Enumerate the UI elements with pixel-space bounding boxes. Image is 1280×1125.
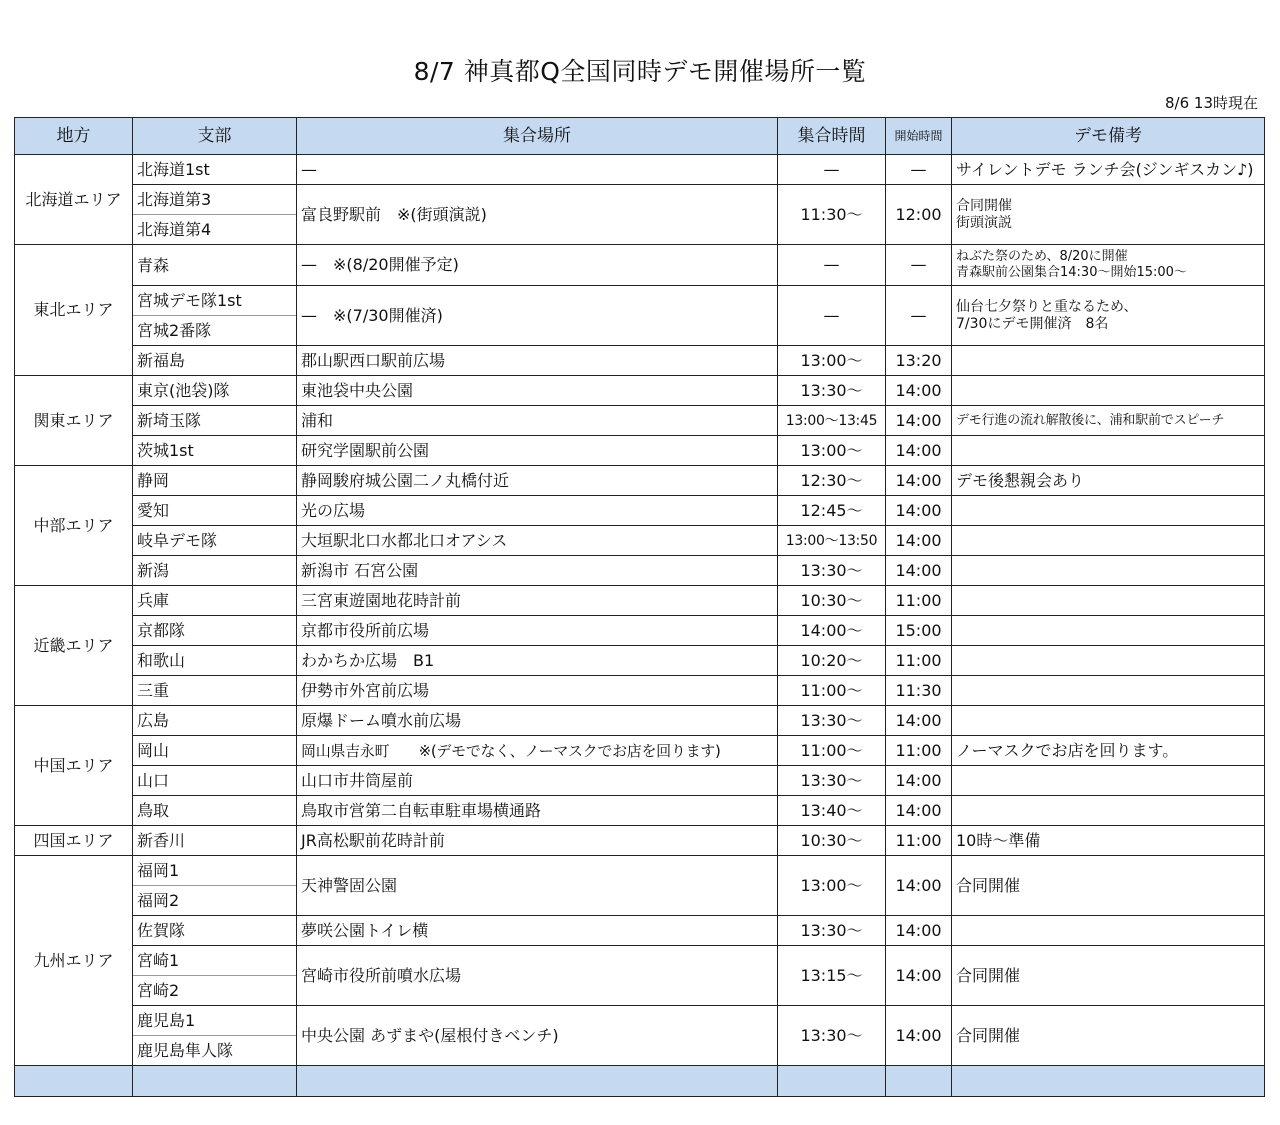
gather-time-cell: 12:30〜 <box>778 466 886 496</box>
start-time-cell: 14:00 <box>886 706 952 736</box>
branch-name: 宮崎1 <box>133 946 296 976</box>
start-time-cell: 14:00 <box>886 406 952 436</box>
branch-cell <box>133 406 297 436</box>
location-cell: 光の広場 <box>297 496 778 526</box>
location-cell: 原爆ドーム噴水前広場 <box>297 706 778 736</box>
note-cell: デモ行進の流れ解散後に、浦和駅前でスピーチ <box>952 406 1265 436</box>
table-row <box>15 736 1265 766</box>
start-time-cell: 11:00 <box>886 826 952 856</box>
note-cell <box>952 676 1265 706</box>
start-time-cell: 14:00 <box>886 946 952 1006</box>
branch-cell <box>133 376 297 406</box>
branch-name: 福岡1 <box>133 856 296 886</box>
location-cell: 浦和 <box>297 406 778 436</box>
location-cell: 三宮東遊園地花時計前 <box>297 586 778 616</box>
region-cell: 四国エリア <box>15 826 133 856</box>
branch-name: 北海道1st <box>137 160 210 179</box>
gather-time-cell: — <box>778 245 886 286</box>
table-row <box>15 1006 1265 1066</box>
gather-time-cell: 11:00〜 <box>778 676 886 706</box>
table-row <box>15 646 1265 676</box>
note-cell <box>952 496 1265 526</box>
start-time-cell: 14:00 <box>886 376 952 406</box>
branch-cell <box>133 496 297 526</box>
branch-name: 北海道第3 <box>133 185 296 215</box>
branch-name: 三重 <box>137 681 170 700</box>
branch-cell <box>133 646 297 676</box>
location-cell: 東池袋中央公園 <box>297 376 778 406</box>
note-cell <box>952 796 1265 826</box>
branch-name: 鹿児島隼人隊 <box>137 1041 234 1060</box>
gather-time-cell: 13:00〜13:50 <box>778 526 886 556</box>
location-cell: 富良野駅前 ※(街頭演説) <box>297 185 778 245</box>
location-cell: 郡山駅西口駅前広場 <box>297 346 778 376</box>
branch-name: 和歌山 <box>137 651 186 670</box>
table-row <box>15 766 1265 796</box>
branch-name: 岡山 <box>137 741 170 760</box>
branch-cell <box>133 185 297 245</box>
table-row <box>15 916 1265 946</box>
footer-cell <box>297 1066 778 1097</box>
start-time-cell: 15:00 <box>886 616 952 646</box>
branch-name: 岐阜デモ隊 <box>137 531 218 550</box>
note-cell <box>952 706 1265 736</box>
gather-time-cell: — <box>778 155 886 185</box>
table-row <box>15 586 1265 616</box>
table-row <box>15 826 1265 856</box>
note-line: 青森駅前公園集合14:30〜開始15:00〜 <box>956 265 1187 280</box>
start-time-cell: 13:20 <box>886 346 952 376</box>
table-row <box>15 436 1265 466</box>
branch-name: 新埼玉隊 <box>137 411 202 430</box>
note-line: 7/30にデモ開催済 8名 <box>956 315 1109 332</box>
branch-name: 広島 <box>137 711 170 730</box>
location-cell: 夢咲公園トイレ横 <box>297 916 778 946</box>
branch-cell <box>133 466 297 496</box>
table-header-row <box>15 118 1265 155</box>
branch-name: 新潟 <box>137 561 170 580</box>
branch-name: 山口 <box>137 771 170 790</box>
table-row <box>15 556 1265 586</box>
header-location: 集合場所 <box>297 118 778 155</box>
gather-time-cell: 13:30〜 <box>778 556 886 586</box>
table-footer-row <box>15 1066 1265 1097</box>
location-cell: 新潟市 石宮公園 <box>297 556 778 586</box>
branch-cell <box>133 526 297 556</box>
branch-cell <box>133 586 297 616</box>
gather-time-cell: — <box>778 286 886 346</box>
gather-time-cell: 13:30〜 <box>778 1006 886 1066</box>
gather-time-cell: 13:00〜 <box>778 856 886 916</box>
table-row <box>15 676 1265 706</box>
branch-cell <box>133 245 297 286</box>
note-cell <box>952 526 1265 556</box>
note-cell <box>952 185 1265 245</box>
region-cell: 関東エリア <box>15 376 133 466</box>
location-cell: 天神警固公園 <box>297 856 778 916</box>
location-cell: 山口市井筒屋前 <box>297 766 778 796</box>
note-cell: 合同開催 <box>952 1006 1265 1066</box>
branch-name: 静岡 <box>137 471 170 490</box>
note-cell <box>952 646 1265 676</box>
start-time-cell: 14:00 <box>886 496 952 526</box>
table-row <box>15 346 1265 376</box>
table-row <box>15 245 1265 286</box>
branch-name: 京都隊 <box>137 621 186 640</box>
location-cell: 伊勢市外宮前広場 <box>297 676 778 706</box>
gather-time-cell: 13:30〜 <box>778 706 886 736</box>
note-cell: デモ後懇親会あり <box>952 466 1265 496</box>
footer-cell <box>778 1066 886 1097</box>
gather-time-cell: 13:40〜 <box>778 796 886 826</box>
branch-cell <box>133 616 297 646</box>
start-time-cell: 14:00 <box>886 856 952 916</box>
branch-name: 青森 <box>137 255 170 275</box>
start-time-cell: 14:00 <box>886 526 952 556</box>
location-cell: 鳥取市営第二自転車駐車場横通路 <box>297 796 778 826</box>
location-cell: 京都市役所前広場 <box>297 616 778 646</box>
region-cell: 中国エリア <box>15 706 133 826</box>
start-time-cell: 12:00 <box>886 185 952 245</box>
start-time-cell: — <box>886 245 952 286</box>
start-time-cell: 11:00 <box>886 646 952 676</box>
branch-name: 佐賀隊 <box>137 921 186 940</box>
branch-cell <box>133 556 297 586</box>
gather-time-cell: 10:20〜 <box>778 646 886 676</box>
note-cell: 合同開催 <box>952 856 1265 916</box>
start-time-cell: — <box>886 286 952 346</box>
location-cell: — ※(7/30開催済) <box>297 286 778 346</box>
region-cell: 東北エリア <box>15 245 133 376</box>
note-cell: 10時〜準備 <box>952 826 1265 856</box>
start-time-cell: 14:00 <box>886 1006 952 1066</box>
region-cell: 中部エリア <box>15 466 133 586</box>
branch-cell <box>133 436 297 466</box>
gather-time-cell: 12:45〜 <box>778 496 886 526</box>
branch-name: 茨城1st <box>137 441 194 460</box>
table-row <box>15 706 1265 736</box>
gather-time-cell: 13:30〜 <box>778 916 886 946</box>
header-notes: デモ備考 <box>952 118 1265 155</box>
header-gather-time: 集合時間 <box>778 118 886 155</box>
note-cell <box>952 245 1265 286</box>
start-time-cell: 14:00 <box>886 466 952 496</box>
branch-name: 宮崎2 <box>137 981 180 1000</box>
note-line: 合同開催 <box>956 197 1012 214</box>
note-cell <box>952 436 1265 466</box>
table-row <box>15 496 1265 526</box>
branch-cell <box>133 155 297 185</box>
start-time-cell: 11:00 <box>886 736 952 766</box>
header-start-time: 開始時間 <box>886 118 952 155</box>
gather-time-cell: 11:30〜 <box>778 185 886 245</box>
footer-cell <box>952 1066 1265 1097</box>
region-cell: 北海道エリア <box>15 155 133 245</box>
gather-time-cell: 14:00〜 <box>778 616 886 646</box>
location-cell: 大垣駅北口水都北口オアシス <box>297 526 778 556</box>
branch-cell <box>133 676 297 706</box>
branch-name: 鹿児島1 <box>133 1006 296 1036</box>
gather-time-cell: 13:00〜 <box>778 436 886 466</box>
note-cell: ノーマスクでお店を回ります。 <box>952 736 1265 766</box>
start-time-cell: 14:00 <box>886 436 952 466</box>
table-row <box>15 946 1265 1006</box>
branch-name: 新香川 <box>137 831 186 850</box>
table-row <box>15 466 1265 496</box>
location-cell: JR高松駅前花時計前 <box>297 826 778 856</box>
gather-time-cell: 13:00〜13:45 <box>778 406 886 436</box>
note-cell <box>952 766 1265 796</box>
start-time-cell: 14:00 <box>886 766 952 796</box>
note-cell <box>952 376 1265 406</box>
note-cell <box>952 586 1265 616</box>
note-cell: 合同開催 <box>952 946 1265 1006</box>
table-row <box>15 796 1265 826</box>
location-cell: — ※(8/20開催予定) <box>297 245 778 286</box>
branch-name: 愛知 <box>137 501 170 520</box>
start-time-cell: 11:30 <box>886 676 952 706</box>
branch-name: 東京(池袋)隊 <box>137 381 230 400</box>
footer-cell <box>15 1066 133 1097</box>
gather-time-cell: 13:00〜 <box>778 346 886 376</box>
gather-time-cell: 13:15〜 <box>778 946 886 1006</box>
branch-cell <box>133 736 297 766</box>
branch-cell <box>133 796 297 826</box>
location-cell: わかちか広場 B1 <box>297 646 778 676</box>
branch-name: 宮城デモ隊1st <box>133 286 296 316</box>
gather-time-cell: 10:30〜 <box>778 586 886 616</box>
note-cell: サイレントデモ ランチ会(ジンギスカン♪) <box>952 155 1265 185</box>
location-cell: — <box>297 155 778 185</box>
table-row <box>15 155 1265 185</box>
footer-cell <box>133 1066 297 1097</box>
gather-time-cell: 11:00〜 <box>778 736 886 766</box>
branch-cell <box>133 1006 297 1066</box>
start-time-cell: — <box>886 155 952 185</box>
note-cell <box>952 916 1265 946</box>
note-line: 仙台七夕祭りと重なるため、 <box>956 298 1138 315</box>
table-row <box>15 185 1265 245</box>
start-time-cell: 14:00 <box>886 556 952 586</box>
gather-time-cell: 13:30〜 <box>778 766 886 796</box>
branch-cell <box>133 286 297 346</box>
location-cell: 静岡駿府城公園二ノ丸橋付近 <box>297 466 778 496</box>
note-cell <box>952 556 1265 586</box>
footer-cell <box>886 1066 952 1097</box>
as-of-date: 8/6 13時現在 <box>1165 94 1258 112</box>
note-cell <box>952 286 1265 346</box>
branch-name: 新福島 <box>137 351 186 370</box>
note-cell <box>952 616 1265 646</box>
page-title: 8/7 神真都Q全国同時デモ開催場所一覧 <box>413 57 867 86</box>
branch-cell <box>133 346 297 376</box>
gather-time-cell: 13:30〜 <box>778 376 886 406</box>
region-cell: 近畿エリア <box>15 586 133 706</box>
start-time-cell: 14:00 <box>886 916 952 946</box>
location-cell: 岡山県吉永町 ※(デモでなく、ノーマスクでお店を回ります) <box>297 736 778 766</box>
location-cell: 研究学園駅前公園 <box>297 436 778 466</box>
branch-name: 福岡2 <box>137 891 180 910</box>
table-row <box>15 376 1265 406</box>
branch-cell <box>133 946 297 1006</box>
branch-name: 宮城2番隊 <box>137 321 212 340</box>
region-cell: 九州エリア <box>15 856 133 1066</box>
table-row <box>15 406 1265 436</box>
gather-time-cell: 10:30〜 <box>778 826 886 856</box>
start-time-cell: 14:00 <box>886 796 952 826</box>
branch-cell <box>133 916 297 946</box>
table-row <box>15 526 1265 556</box>
header-region: 地方 <box>15 118 133 155</box>
branch-name: 北海道第4 <box>137 220 212 239</box>
start-time-cell: 11:00 <box>886 586 952 616</box>
branch-cell <box>133 766 297 796</box>
note-line: 街頭演説 <box>956 214 1012 231</box>
branch-cell <box>133 826 297 856</box>
table-row <box>15 856 1265 916</box>
branch-name: 鳥取 <box>137 801 170 820</box>
branch-cell <box>133 856 297 916</box>
location-cell: 中央公園 あずまや(屋根付きベンチ) <box>297 1006 778 1066</box>
branch-cell <box>133 706 297 736</box>
demo-schedule-table <box>14 117 1265 1097</box>
table-row <box>15 286 1265 346</box>
header-branch: 支部 <box>133 118 297 155</box>
location-cell: 宮崎市役所前噴水広場 <box>297 946 778 1006</box>
table-row <box>15 616 1265 646</box>
note-line: ねぶた祭のため、8/20に開催 <box>956 249 1128 264</box>
note-cell <box>952 346 1265 376</box>
branch-name: 兵庫 <box>137 591 170 610</box>
